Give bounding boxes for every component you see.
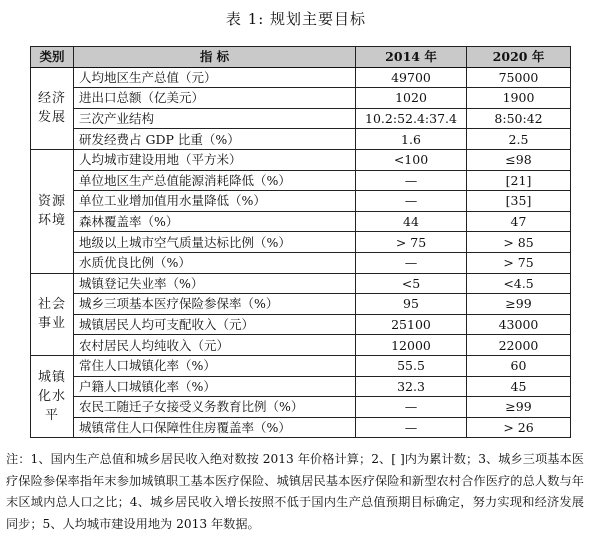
table-row — [31, 355, 571, 376]
table-row — [31, 273, 571, 294]
indicator-cell: 单位工业增加值用水量降低（%） — [74, 191, 356, 212]
table-body — [31, 67, 571, 438]
indicator-cell: 常住人口城镇化率（%） — [74, 355, 356, 376]
value-2014-cell: 1020 — [356, 88, 467, 109]
value-2014-cell: > 75 — [356, 232, 467, 253]
table-row — [31, 232, 571, 253]
value-2020-cell: 1900 — [467, 88, 571, 109]
value-2020-cell: > 26 — [467, 417, 571, 438]
table-row — [31, 170, 571, 191]
value-2014-cell: 12000 — [356, 335, 467, 356]
value-2020-cell: ≥99 — [467, 294, 571, 315]
indicator-cell: 人均地区生产总值（元） — [74, 67, 356, 88]
category-cell: 城镇化水平 — [31, 355, 74, 437]
table-row — [31, 335, 571, 356]
value-2020-cell: <4.5 — [467, 273, 571, 294]
value-2014-cell: 1.6 — [356, 129, 467, 150]
table-row — [31, 376, 571, 397]
value-2020-cell: 22000 — [467, 335, 571, 356]
value-2014-cell: — — [356, 191, 467, 212]
table-footnote: 注：1、国内生产总值和城乡居民收入绝对数按 2013 年价格计算；2、[ ]内为累计数；3、城乡三项基本医疗保险参保率指年末参加城镇职工基本医疗保险、城镇居民基本医疗保险和新型农村合作医疗的总人数与年末区域内总人口之比；4、城乡居民收入增长按照不低于国内生产总值预期目标确定，努力实现和经济发展同步；5、人均城市建设用地为 2013 年数据。 — [6, 452, 584, 531]
targets-table — [30, 46, 571, 438]
table-row — [31, 252, 571, 273]
indicator-cell: 城镇登记失业率（%） — [74, 273, 356, 294]
value-2014-cell: 10.2:52.4:37.4 — [356, 108, 467, 129]
indicator-cell: 研发经费占 GDP 比重（%） — [74, 129, 356, 150]
value-2014-cell: <5 — [356, 273, 467, 294]
value-2020-cell: 47 — [467, 211, 571, 232]
table-row — [31, 211, 571, 232]
table-row — [31, 149, 571, 170]
category-cell: 经济发展 — [31, 67, 74, 149]
indicator-cell: 单位地区生产总值能源消耗降低（%） — [74, 170, 356, 191]
indicator-cell: 进出口总额（亿美元） — [74, 88, 356, 109]
value-2020-cell: 8:50:42 — [467, 108, 571, 129]
value-2020-cell: ≤98 — [467, 149, 571, 170]
header-2014: 2014 年 — [356, 47, 467, 68]
header-2020: 2020 年 — [467, 47, 571, 68]
indicator-cell: 城镇常住人口保障性住房覆盖率（%） — [74, 417, 356, 438]
category-cell: 社会事业 — [31, 273, 74, 355]
table-title: 表 1: 规划主要目标 — [225, 10, 367, 28]
value-2020-cell: 2.5 — [467, 129, 571, 150]
table-header-row — [31, 47, 571, 68]
value-2014-cell: — — [356, 252, 467, 273]
category-cell: 资源环境 — [31, 149, 74, 273]
value-2020-cell: ≥99 — [467, 397, 571, 418]
value-2020-cell: 75000 — [467, 67, 571, 88]
value-2014-cell: 55.5 — [356, 355, 467, 376]
indicator-cell: 城镇居民人均可支配收入（元） — [74, 314, 356, 335]
table-row — [31, 129, 571, 150]
table-row — [31, 67, 571, 88]
value-2020-cell: 43000 — [467, 314, 571, 335]
indicator-cell: 三次产业结构 — [74, 108, 356, 129]
value-2020-cell: 45 — [467, 376, 571, 397]
indicator-cell: 森林覆盖率（%） — [74, 211, 356, 232]
value-2014-cell: <100 — [356, 149, 467, 170]
table-row — [31, 88, 571, 109]
value-2020-cell: [21] — [467, 170, 571, 191]
value-2020-cell: > 85 — [467, 232, 571, 253]
header-category: 类别 — [31, 47, 74, 68]
indicator-cell: 农民工随迁子女接受义务教育比例（%） — [74, 397, 356, 418]
value-2014-cell: 44 — [356, 211, 467, 232]
value-2014-cell: 25100 — [356, 314, 467, 335]
indicator-cell: 城乡三项基本医疗保险参保率（%） — [74, 294, 356, 315]
indicator-cell: 水质优良比例（%） — [74, 252, 356, 273]
table-row — [31, 314, 571, 335]
value-2014-cell: 95 — [356, 294, 467, 315]
indicator-cell: 地级以上城市空气质量达标比例（%） — [74, 232, 356, 253]
value-2014-cell: — — [356, 170, 467, 191]
value-2014-cell: 49700 — [356, 67, 467, 88]
table-row — [31, 397, 571, 418]
value-2014-cell: 32.3 — [356, 376, 467, 397]
table-row — [31, 417, 571, 438]
value-2020-cell: [35] — [467, 191, 571, 212]
indicator-cell: 户籍人口城镇化率（%） — [74, 376, 356, 397]
header-indicator: 指 标 — [74, 47, 356, 68]
indicator-cell: 人均城市建设用地（平方米） — [74, 149, 356, 170]
value-2020-cell: 60 — [467, 355, 571, 376]
value-2020-cell: > 75 — [467, 252, 571, 273]
value-2014-cell: — — [356, 397, 467, 418]
value-2014-cell: — — [356, 417, 467, 438]
indicator-cell: 农村居民人均纯收入（元） — [74, 335, 356, 356]
table-row — [31, 108, 571, 129]
table-row — [31, 191, 571, 212]
table-row — [31, 294, 571, 315]
